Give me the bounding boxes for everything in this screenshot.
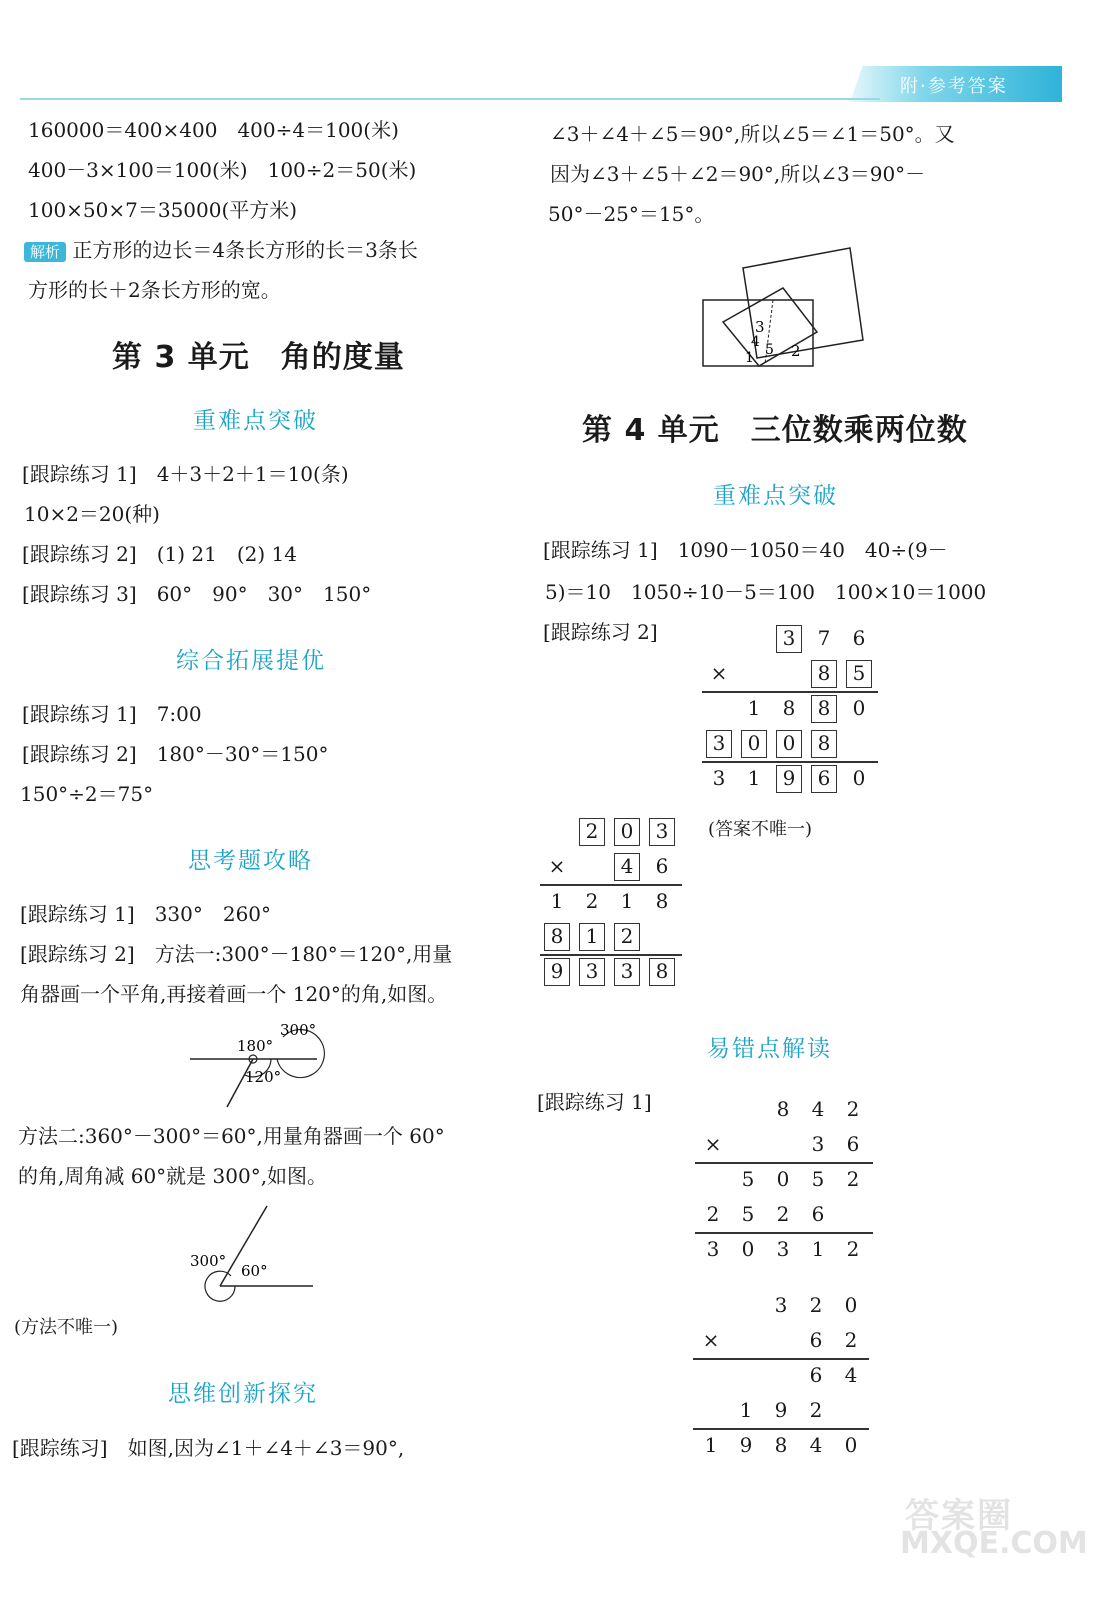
sum-rule xyxy=(540,884,682,886)
angle-figure-2 xyxy=(185,1200,320,1310)
digit: 1 xyxy=(550,889,564,913)
exercise-text: (1) 21 (2) 14 xyxy=(156,542,297,566)
unit3-title: 第 3 单元 角的度量 xyxy=(112,340,405,375)
digit: 0 xyxy=(844,1293,858,1317)
digit: 8 xyxy=(774,1433,788,1457)
fig-angle-3: 3 xyxy=(755,318,765,336)
digit: 2 xyxy=(809,1398,823,1422)
digit: 5 xyxy=(741,1202,755,1226)
analysis-line-1 xyxy=(24,238,418,264)
fig-angle-4: 4 xyxy=(751,334,760,350)
sum-rule xyxy=(540,954,682,956)
fig-angle-1: 1 xyxy=(745,350,754,366)
digit: 0 xyxy=(741,1237,755,1261)
fig1-label-120: 120° xyxy=(245,1068,282,1086)
exercise-label: [跟踪练习 1] xyxy=(20,902,135,926)
digit-box: 4 xyxy=(614,853,640,881)
digit: 0 xyxy=(776,1167,790,1191)
digit: 0 xyxy=(844,1433,858,1457)
exercise-label: [跟踪练习 1] xyxy=(22,462,137,486)
digit: 8 xyxy=(776,1097,790,1121)
digit: 6 xyxy=(846,1132,860,1156)
unit3-s4-title: 思维创新探究 xyxy=(168,1381,318,1407)
fig2-label-60: 60° xyxy=(241,1262,268,1280)
times-sign: × xyxy=(704,1132,722,1156)
times-sign: × xyxy=(702,1328,720,1352)
digit-box: 3 xyxy=(649,818,675,846)
fig-angle-5: 5 xyxy=(765,342,774,358)
digit-box: 5 xyxy=(846,660,872,688)
angle-figure-1 xyxy=(185,1015,325,1110)
digit-box: 3 xyxy=(776,625,802,653)
list-item xyxy=(543,538,948,562)
calc-line-3: 100×50×7＝35000(平方米) xyxy=(28,198,298,222)
digit-box: 2 xyxy=(614,923,640,951)
digit: 2 xyxy=(846,1167,860,1191)
digit: 3 xyxy=(776,1237,790,1261)
digit: 5 xyxy=(811,1167,825,1191)
list-item xyxy=(12,1436,404,1460)
list-item xyxy=(22,582,371,606)
digit: 0 xyxy=(852,766,866,790)
digit: 6 xyxy=(852,626,866,650)
digit: 4 xyxy=(809,1433,823,1457)
analysis-tag: 解析 xyxy=(24,242,66,262)
analysis-line-2: 方形的长＋2条长方形的宽。 xyxy=(28,278,281,302)
unit3-s3-title: 思考题攻略 xyxy=(188,848,313,874)
digit-box: 0 xyxy=(614,818,640,846)
method-note: (方法不唯一) xyxy=(14,1317,119,1338)
exercise-label: [跟踪练习 2] xyxy=(22,542,137,566)
digit-box: 3 xyxy=(706,730,732,758)
digit-box: 2 xyxy=(579,818,605,846)
sum-rule xyxy=(702,691,878,693)
exercise-label: [跟踪练习 2] xyxy=(543,620,658,644)
text-line: 因为∠3＋∠5＋∠2＝90°,所以∠3＝90°－ xyxy=(550,162,926,186)
digit-box: 0 xyxy=(776,730,802,758)
digit: 4 xyxy=(844,1363,858,1387)
text-line: 方法二:360°－300°＝60°,用量角器画一个 60° xyxy=(18,1124,445,1148)
digit: 0 xyxy=(852,696,866,720)
sum-rule xyxy=(693,1428,869,1430)
fig2-label-300: 300° xyxy=(190,1252,227,1270)
calc-line-2: 400－3×100＝100(米) 100÷2＝50(米) xyxy=(28,158,417,182)
rectangles-figure xyxy=(695,240,870,370)
fig1-label-180: 180° xyxy=(237,1037,274,1055)
digit-box: 8 xyxy=(811,660,837,688)
exercise-label: [跟踪练习 1] xyxy=(543,538,658,562)
digit-box: 8 xyxy=(544,923,570,951)
digit-box: 3 xyxy=(614,958,640,986)
digit: 2 xyxy=(776,1202,790,1226)
list-item xyxy=(22,742,328,766)
digit: 2 xyxy=(846,1097,860,1121)
digit: 1 xyxy=(747,696,761,720)
digit: 6 xyxy=(655,854,669,878)
text-line: 50°－25°＝15°。 xyxy=(548,202,715,226)
analysis-text: 正方形的边长＝4条长方形的长＝3条长 xyxy=(72,238,418,262)
digit: 6 xyxy=(809,1328,823,1352)
watermark-text: 答案圈 xyxy=(905,1496,1013,1536)
list-item xyxy=(22,462,349,486)
digit: 9 xyxy=(774,1398,788,1422)
sum-rule xyxy=(695,1162,873,1164)
watermark-domain: MXQE.COM xyxy=(900,1526,1088,1561)
calc-line-1: 160000＝400×400 400÷4＝100(米) xyxy=(28,118,399,142)
digit: 1 xyxy=(704,1433,718,1457)
digit: 3 xyxy=(706,1237,720,1261)
text-line: 角器画一个平角,再接着画一个 120°的角,如图。 xyxy=(20,982,448,1006)
digit: 5 xyxy=(741,1167,755,1191)
fig-angle-2: 2 xyxy=(791,342,801,360)
digit: 9 xyxy=(739,1433,753,1457)
digit-box: 8 xyxy=(811,730,837,758)
list-item xyxy=(20,902,271,926)
digit-box: 1 xyxy=(579,923,605,951)
exercise-text: 1090－1050＝40 40÷(9－ xyxy=(677,538,948,562)
digit: 2 xyxy=(706,1202,720,1226)
sum-rule xyxy=(693,1358,869,1360)
digit: 1 xyxy=(739,1398,753,1422)
digit: 3 xyxy=(811,1132,825,1156)
digit: 2 xyxy=(844,1328,858,1352)
digit: 1 xyxy=(811,1237,825,1261)
exercise-text: 如图,因为∠1＋∠4＋∠3＝90°, xyxy=(127,1436,405,1460)
digit-box: 9 xyxy=(544,958,570,986)
times-sign: × xyxy=(548,854,566,878)
list-item xyxy=(22,542,297,566)
header-label: 附·参考答案 xyxy=(900,76,1008,97)
list-item xyxy=(22,702,202,726)
answer-note: (答案不唯一) xyxy=(708,819,813,840)
exercise-label: [跟踪练习 1] xyxy=(22,702,137,726)
digit: 3 xyxy=(774,1293,788,1317)
header-rule xyxy=(20,98,880,100)
exercise-label: [跟踪练习 1] xyxy=(537,1090,652,1114)
digit: 1 xyxy=(747,766,761,790)
exercise-label: [跟踪练习 2] xyxy=(22,742,137,766)
unit4-s2-title: 易错点解读 xyxy=(707,1036,832,1062)
fig1-label-300: 300° xyxy=(280,1021,317,1039)
digit: 8 xyxy=(782,696,796,720)
unit3-s2-title: 综合拓展提优 xyxy=(176,648,326,674)
digit: 2 xyxy=(809,1293,823,1317)
sum-rule xyxy=(695,1232,873,1234)
exercise-label: [跟踪练习 3] xyxy=(22,582,137,606)
exercise-text: 方法一:300°－180°＝120°,用量 xyxy=(154,942,453,966)
digit-box: 8 xyxy=(811,695,837,723)
digit: 6 xyxy=(809,1363,823,1387)
exercise-text: 7:00 xyxy=(156,702,202,726)
digit: 2 xyxy=(585,889,599,913)
exercise-label: [跟踪练习] xyxy=(12,1436,108,1460)
exercise-text: 4＋3＋2＋1＝10(条) xyxy=(156,462,349,486)
digit: 4 xyxy=(811,1097,825,1121)
exercise-text: 60° 90° 30° 150° xyxy=(156,582,372,606)
text-line: 的角,周角减 60°就是 300°,如图。 xyxy=(18,1164,328,1188)
digit-box: 6 xyxy=(811,765,837,793)
digit-box: 9 xyxy=(776,765,802,793)
exercise-text: 180°－30°＝150° xyxy=(156,742,329,766)
list-item: 10×2＝20(种) xyxy=(24,502,160,526)
exercise-text: 330° 260° xyxy=(154,902,272,926)
digit: 8 xyxy=(655,889,669,913)
unit4-title: 第 4 单元 三位数乘两位数 xyxy=(582,413,968,448)
digit: 7 xyxy=(817,626,831,650)
digit-box: 0 xyxy=(741,730,767,758)
text-line: 5)＝10 1050÷10－5＝100 100×10＝1000 xyxy=(545,580,987,604)
digit-box: 8 xyxy=(649,958,675,986)
exercise-label: [跟踪练习 2] xyxy=(20,942,135,966)
digit: 1 xyxy=(620,889,634,913)
sum-rule xyxy=(702,761,878,763)
digit: 3 xyxy=(712,766,726,790)
times-sign: × xyxy=(710,661,728,685)
list-item xyxy=(20,942,452,966)
digit-box: 3 xyxy=(579,958,605,986)
unit4-s1-title: 重难点突破 xyxy=(713,483,838,509)
digit: 6 xyxy=(811,1202,825,1226)
list-item: 150°÷2＝75° xyxy=(20,782,154,806)
text-line: ∠3＋∠4＋∠5＝90°,所以∠5＝∠1＝50°。又 xyxy=(550,122,955,146)
unit3-s1-title: 重难点突破 xyxy=(193,408,318,434)
digit: 2 xyxy=(846,1237,860,1261)
